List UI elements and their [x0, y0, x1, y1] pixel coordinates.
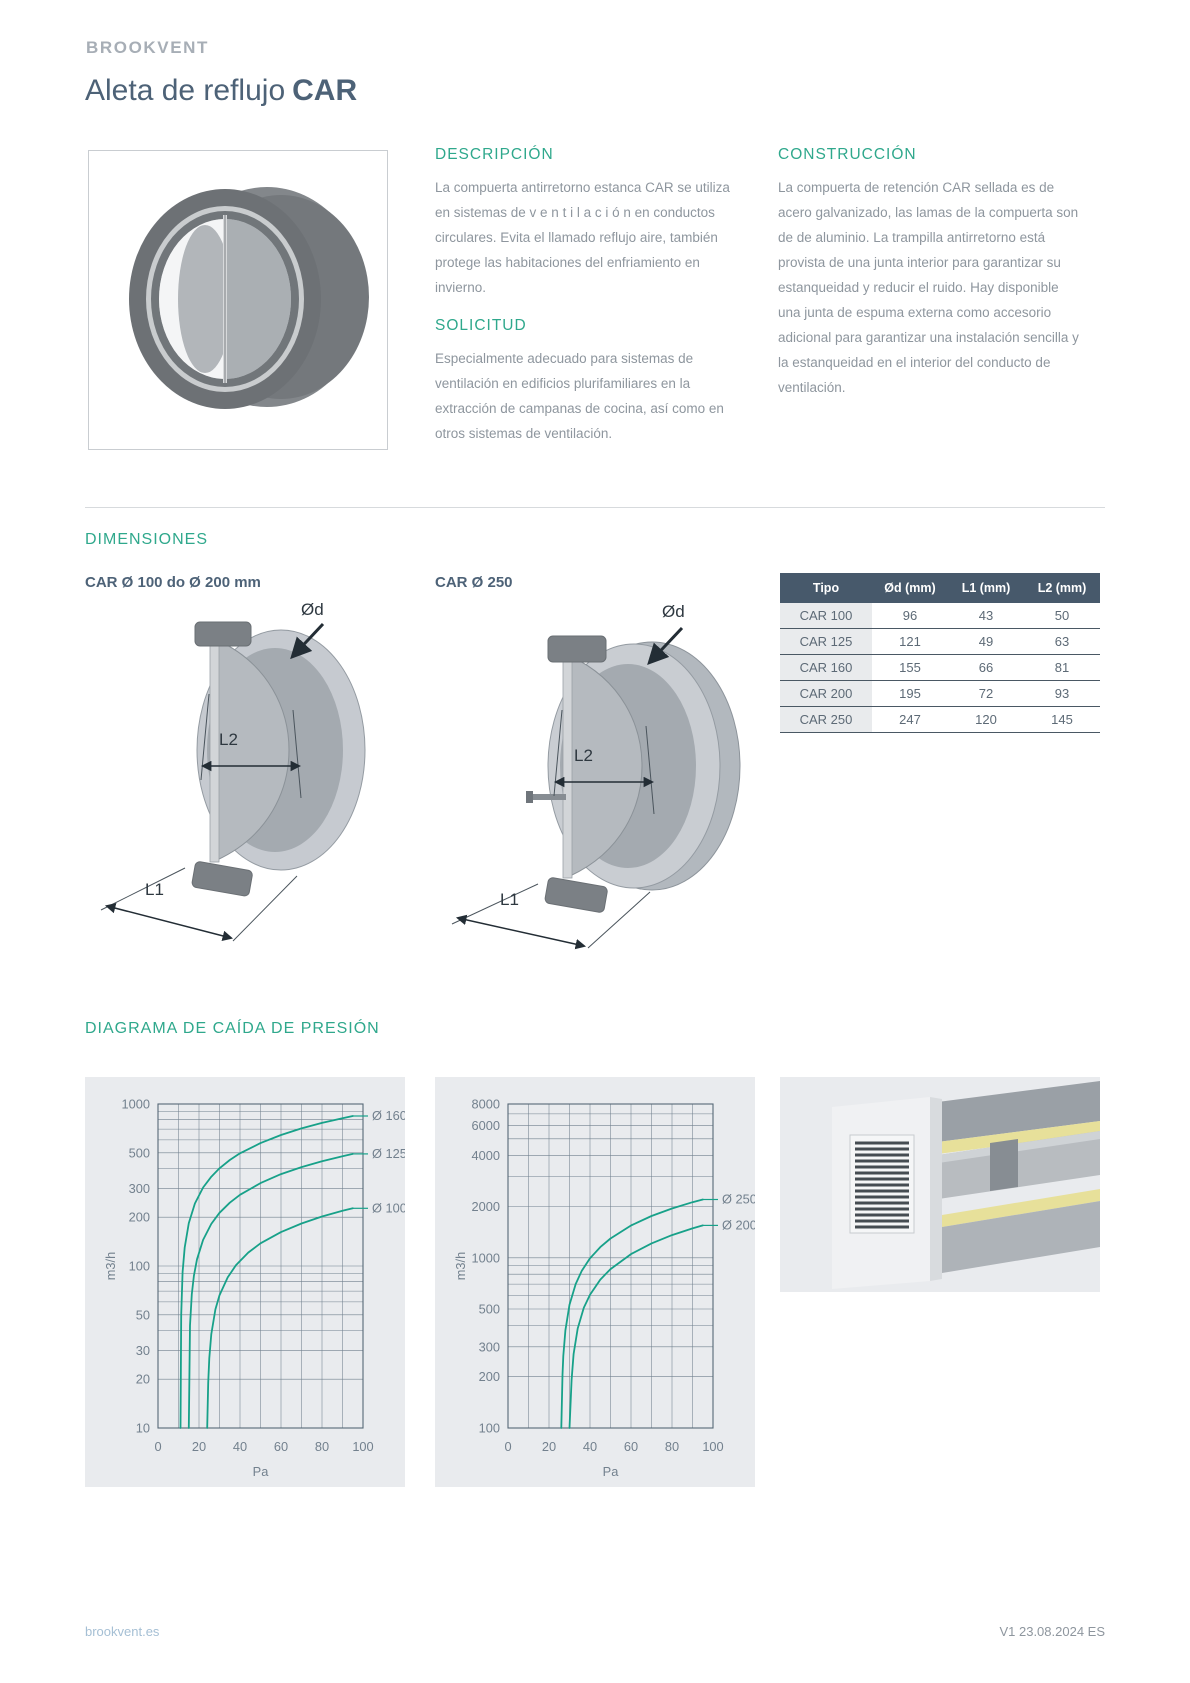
row-value-cell: 93 [1024, 681, 1100, 707]
svg-text:100: 100 [478, 1420, 500, 1436]
row-value-cell: 49 [948, 629, 1024, 655]
table-row [780, 707, 1100, 733]
section-divider [85, 507, 1105, 508]
backdraft-damper-render [89, 151, 387, 449]
dimensions-table [780, 573, 1100, 733]
row-value-cell: 96 [872, 603, 948, 629]
svg-text:40: 40 [232, 1439, 248, 1454]
construccion-heading: CONSTRUCCIÓN [778, 146, 917, 163]
l2-dimension-label: L2 [574, 746, 593, 765]
svg-text:500: 500 [478, 1301, 500, 1317]
table-row [780, 681, 1100, 707]
svg-text:50: 50 [135, 1307, 150, 1323]
svg-text:500: 500 [128, 1145, 150, 1161]
column-descripcion [435, 146, 737, 463]
svg-text:200: 200 [478, 1369, 500, 1385]
l2-dimension-label: L2 [219, 730, 238, 749]
column-header: L1 (mm) [948, 573, 1024, 603]
page-title-regular: Aleta de reflujo [85, 74, 286, 107]
svg-text:Ø 160: Ø 160 [372, 1108, 405, 1124]
row-value-cell: 155 [872, 655, 948, 681]
svg-text:Ø 200: Ø 200 [722, 1217, 755, 1233]
dimension-drawing-car250 [430, 598, 760, 950]
l1-dimension-label: L1 [500, 890, 519, 909]
svg-text:1000: 1000 [121, 1096, 150, 1112]
column-construccion [778, 146, 1080, 417]
page-title-bold: CAR [292, 74, 358, 107]
row-type-cell: CAR 100 [780, 603, 872, 629]
descripcion-heading: DESCRIPCIÓN [435, 146, 554, 163]
svg-text:0: 0 [154, 1439, 162, 1454]
svg-text:200: 200 [128, 1209, 150, 1225]
solicitud-body: Especialmente adecuado para sistemas de ventilación en edificios plurifamiliares en la extracción de campanas de cocina, así como en otros sistemas de ventilación. [435, 350, 724, 441]
table-row [780, 629, 1100, 655]
column-header: Ød (mm) [872, 573, 948, 603]
svg-text:80: 80 [664, 1439, 680, 1454]
svg-text:1000: 1000 [471, 1250, 500, 1266]
svg-text:100: 100 [352, 1439, 374, 1454]
page-title [85, 74, 357, 108]
pressure-chart-car100-160 [85, 1077, 405, 1487]
column-header: L2 (mm) [1024, 573, 1100, 603]
dimensiones-heading: DIMENSIONES [85, 531, 209, 548]
svg-text:6000: 6000 [471, 1117, 500, 1133]
row-type-cell: CAR 160 [780, 655, 872, 681]
row-value-cell: 72 [948, 681, 1024, 707]
svg-text:300: 300 [128, 1181, 150, 1197]
row-value-cell: 50 [1024, 603, 1100, 629]
column-header: Tipo [780, 573, 872, 603]
svg-text:100: 100 [128, 1258, 150, 1274]
svg-text:Pa: Pa [602, 1464, 619, 1479]
svg-text:0: 0 [504, 1439, 512, 1454]
row-value-cell: 63 [1024, 629, 1100, 655]
chart-canvas [85, 1077, 405, 1487]
od-dimension-label: Ød [662, 602, 685, 621]
svg-text:20: 20 [135, 1371, 150, 1387]
svg-text:4000: 4000 [471, 1147, 500, 1163]
row-value-cell: 195 [872, 681, 948, 707]
drawing2-title: CAR Ø 250 [435, 574, 513, 591]
table-header-row [780, 573, 1100, 603]
svg-text:10: 10 [135, 1420, 150, 1436]
row-value-cell: 43 [948, 603, 1024, 629]
l1-dimension-label: L1 [145, 880, 164, 899]
row-value-cell: 81 [1024, 655, 1100, 681]
svg-text:m3/h: m3/h [103, 1251, 118, 1281]
svg-text:Ø 250: Ø 250 [722, 1191, 755, 1207]
footer-website-link[interactable]: brookvent.es [85, 1624, 160, 1639]
descripcion-body: La compuerta antirretorno estanca CAR se utiliza en sistemas de v e n t i l a c i ó n en conductos circulares. Evita el llamado reflujo aire, también protege las habitaciones del enfriamiento en invierno. [435, 180, 730, 295]
table-row [780, 655, 1100, 681]
brand-logo: BROOKVENT [86, 38, 210, 57]
row-value-cell: 120 [948, 707, 1024, 733]
row-value-cell: 145 [1024, 707, 1100, 733]
product-photo [88, 150, 388, 450]
installation-illustration [780, 1077, 1100, 1292]
svg-text:m3/h: m3/h [453, 1251, 468, 1281]
svg-text:2000: 2000 [471, 1199, 500, 1215]
svg-text:60: 60 [273, 1439, 289, 1454]
damper-side-view-drawing [430, 598, 760, 950]
wall-duct-grille-render [780, 1077, 1100, 1292]
svg-text:Ø 100: Ø 100 [372, 1200, 405, 1216]
chart-canvas [435, 1077, 755, 1487]
svg-text:80: 80 [314, 1439, 330, 1454]
row-value-cell: 66 [948, 655, 1024, 681]
svg-text:8000: 8000 [471, 1096, 500, 1112]
row-type-cell: CAR 125 [780, 629, 872, 655]
svg-text:40: 40 [582, 1439, 598, 1454]
solicitud-heading: SOLICITUD [435, 316, 527, 334]
row-value-cell: 121 [872, 629, 948, 655]
construccion-body: La compuerta de retención CAR sellada es de acero galvanizado, las lamas de la compuerta son de de aluminio. La trampilla antirretorno está provista de una junta interior para garantizar su estanqueidad y reducir el ruido. Hay disponible una junta de espuma externa como accesorio adicional para garantizar una instalación sencilla y la estanqueidad en el interior del conducto de ventilación. [778, 180, 1079, 395]
damper-side-view-drawing [85, 598, 395, 943]
svg-text:20: 20 [541, 1439, 557, 1454]
svg-text:Pa: Pa [252, 1464, 269, 1479]
svg-text:30: 30 [135, 1343, 150, 1359]
row-type-cell: CAR 250 [780, 707, 872, 733]
row-value-cell: 247 [872, 707, 948, 733]
pressure-diagram-heading: DIAGRAMA DE CAÍDA DE PRESIÓN [85, 1020, 380, 1037]
drawing1-title: CAR Ø 100 do Ø 200 mm [85, 574, 261, 591]
table-row [780, 603, 1100, 629]
dimension-drawing-car100-200 [85, 598, 395, 943]
svg-text:100: 100 [702, 1439, 724, 1454]
svg-text:300: 300 [478, 1339, 500, 1355]
svg-text:20: 20 [191, 1439, 207, 1454]
row-type-cell: CAR 200 [780, 681, 872, 707]
od-dimension-label: Ød [301, 600, 324, 619]
footer-version: V1 23.08.2024 ES [999, 1624, 1105, 1639]
svg-text:60: 60 [623, 1439, 639, 1454]
svg-text:Ø 125: Ø 125 [372, 1145, 405, 1161]
pressure-chart-car200-250 [435, 1077, 755, 1487]
